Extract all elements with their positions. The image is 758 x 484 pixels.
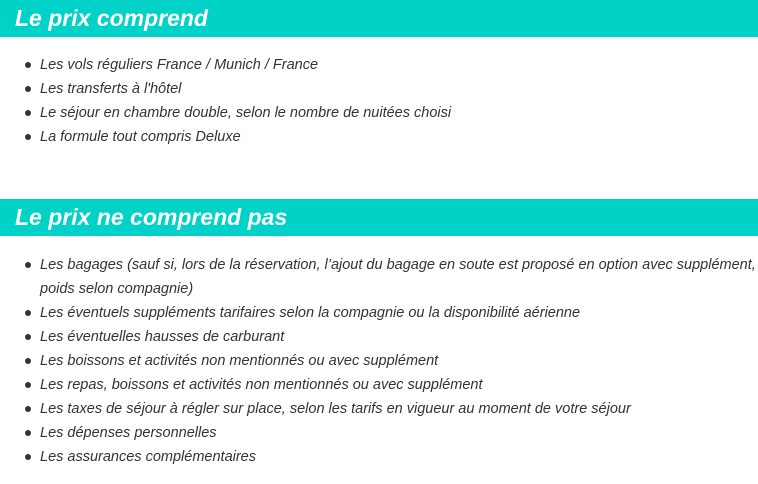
list-item	[0, 53, 758, 77]
list-item	[0, 397, 758, 421]
list-item	[0, 325, 758, 349]
bullet-icon	[25, 110, 31, 116]
bullet-icon	[25, 430, 31, 436]
list-item-text: Les éventuels suppléments tarifaires selon la compagnie ou la disponibilité aérienne	[40, 305, 581, 321]
list-item-text: Les repas, boissons et activités non mentionnés ou avec supplément	[40, 377, 483, 393]
price-includes-section	[0, 0, 758, 149]
list-item	[0, 253, 758, 301]
list-item	[0, 373, 758, 397]
list-item-text: Les assurances complémentaires	[40, 449, 256, 465]
price-excludes-section	[0, 199, 758, 469]
bullet-icon	[25, 334, 31, 340]
bullet-icon	[25, 358, 31, 364]
list-item-text: Les bagages (sauf si, lors de la réservation, l’ajout du bagage en soute est proposé en option avec supplément, poids selon compagnie)	[40, 257, 756, 297]
list-item	[0, 445, 758, 469]
list-item-text: Les éventuelles hausses de carburant	[40, 329, 285, 345]
list-item	[0, 301, 758, 325]
list-item-text: Les transferts à l'hôtel	[40, 81, 182, 97]
bullet-icon	[25, 262, 31, 268]
list-item	[0, 421, 758, 445]
list-item-text: Les taxes de séjour à régler sur place, selon les tarifs en vigueur au moment de votre séjour	[40, 401, 631, 417]
list-item-text: Les vols réguliers France / Munich / France	[40, 57, 319, 73]
bullet-icon	[25, 310, 31, 316]
bullet-icon	[25, 382, 31, 388]
list-item-text: Les dépenses personnelles	[40, 425, 217, 441]
list-item-text: Les boissons et activités non mentionnés ou avec supplément	[40, 353, 439, 369]
list-item	[0, 349, 758, 373]
list-item	[0, 101, 758, 125]
list-item-text: Le séjour en chambre double, selon le nombre de nuitées choisi	[40, 105, 452, 121]
bullet-icon	[25, 134, 31, 140]
bullet-icon	[25, 406, 31, 412]
price-includes-list	[0, 53, 758, 149]
price-excludes-title: Le prix ne comprend pas	[0, 199, 758, 236]
bullet-icon	[25, 86, 31, 92]
bullet-icon	[25, 62, 31, 68]
list-item	[0, 125, 758, 149]
price-excludes-list	[0, 253, 758, 469]
price-includes-title: Le prix comprend	[0, 0, 758, 37]
bullet-icon	[25, 454, 31, 460]
list-item	[0, 77, 758, 101]
list-item-text: La formule tout compris Deluxe	[40, 129, 241, 145]
